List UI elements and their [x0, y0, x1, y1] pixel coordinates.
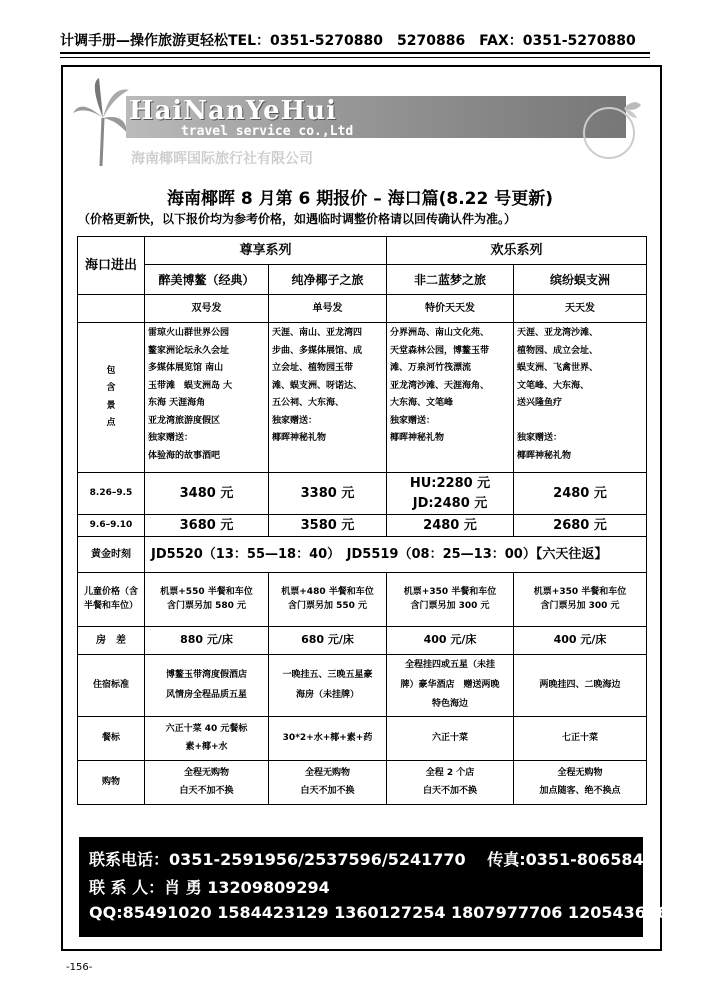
cell-line: 风情房全程品质五星: [165, 689, 247, 700]
company-name: 海南椰晖国际旅行社有限公司: [131, 151, 313, 167]
cell-line: 2480 元: [553, 485, 607, 501]
contact-phone: 联系电话：0351-2591956/2537596/5241770 传真:0351-8065849: [89, 850, 655, 869]
spot-line: 送兴隆鱼疗: [517, 398, 563, 409]
price-cell: [269, 515, 387, 537]
hotel-cell: [514, 655, 647, 717]
schedule-cell: 双号发: [145, 295, 269, 323]
product-row: [78, 265, 647, 295]
cell-line: 六正十菜: [432, 732, 469, 743]
butterfly-icon: [579, 93, 649, 163]
cell-line: 全程无购物: [305, 768, 351, 779]
hotel-label: 住宿标准: [78, 655, 145, 717]
spots-cell: [514, 323, 647, 473]
spot-line: 雷琼火山群世界公园: [148, 328, 230, 338]
child-price-cell: [145, 573, 269, 627]
child-label: 儿童价格（含半餐和车位）: [78, 573, 145, 627]
meal-row: [78, 717, 647, 761]
cell-line: 六正十菜 40 元餐标: [165, 724, 248, 735]
schedule-cell: 特价天天发: [387, 295, 514, 323]
room-cell: 400 元/床: [387, 627, 514, 655]
spot-line: 独家赠送：: [517, 433, 563, 444]
spot-line: 椰晖神秘礼物: [517, 450, 572, 461]
shopping-row: [78, 761, 647, 805]
cell-line: 全程 2 个店: [425, 768, 475, 779]
cell-line: 全程挂四或五星（未挂: [405, 659, 496, 670]
gold-label: 黄金时刻: [78, 537, 145, 573]
shop-label: 购物: [78, 761, 145, 805]
cell-line: JD:2480 元: [412, 495, 488, 511]
price-note: （价格更新快，以下报价均为参考价格，如遇临时调整价格请以回传确认件为准。）: [78, 212, 517, 226]
spot-line: 体验海的故事酒吧: [148, 450, 221, 461]
cell-line: HU:2280 元: [409, 476, 491, 491]
spot-line: 独家赠送：: [272, 415, 318, 426]
spot-line: 鳌家洲论坛永久会址: [148, 345, 230, 356]
cell-line: 全程无购物: [557, 768, 603, 779]
shop-cell: [145, 761, 269, 805]
cell-line: 3580 元: [300, 517, 355, 533]
spot-line: 滩、万泉河竹筏漂流: [390, 363, 472, 374]
cell-line: 含门票另加 580 元: [166, 600, 247, 611]
cell-line: 海房（未挂牌）: [296, 689, 360, 700]
meal-cell: [387, 717, 514, 761]
hotel-cell: [387, 655, 514, 717]
spots-row: [78, 323, 647, 473]
price-cell: [514, 473, 647, 515]
cell-line: 白天不加不换: [300, 785, 355, 796]
contact-person: 联 系 人：肖 勇 13209809294: [89, 878, 330, 897]
price-row: [78, 515, 647, 537]
contact-box: [79, 837, 680, 937]
schedule-cell: 天天发: [514, 295, 647, 323]
price-cell: [145, 473, 269, 515]
meal-cell: [514, 717, 647, 761]
spot-line: 独家赠送：: [148, 433, 194, 444]
product-name: 非二蓝梦之旅: [387, 265, 514, 295]
cell-line: 两晚挂四、二晚海边: [539, 679, 621, 690]
company-banner: [71, 78, 649, 173]
cell-line: 2480 元: [423, 517, 477, 533]
schedule-cell: 单号发: [269, 295, 387, 323]
price-cell: [145, 515, 269, 537]
meal-cell: [269, 717, 387, 761]
cell-line: 七正十菜: [562, 732, 599, 743]
cell-line: 3380 元: [300, 485, 355, 501]
date-range: 9.6–9.10: [78, 515, 145, 537]
header-rule-thin: [60, 57, 650, 58]
brand-logo: HaiNanYeHui: [129, 96, 337, 126]
palm-logo-icon: [71, 78, 131, 168]
child-price-row: [78, 573, 647, 627]
cell-line: 3480 元: [179, 485, 234, 501]
price-cell: [269, 473, 387, 515]
spot-line: 五公祠、大东海、: [272, 398, 345, 409]
room-label: 房 差: [78, 627, 145, 655]
spot-line: 天涯、南山、亚龙湾四: [272, 328, 363, 338]
series-row: [78, 237, 647, 265]
room-cell: 400 元/床: [514, 627, 647, 655]
series-header: 尊享系列: [145, 237, 387, 265]
series-header: 欢乐系列: [387, 237, 647, 265]
room-cell: 680 元/床: [269, 627, 387, 655]
cell-line: 含门票另加 300 元: [540, 600, 620, 611]
date-range: 8.26–9.5: [78, 473, 145, 515]
spot-line: 椰晖神秘礼物: [390, 433, 445, 444]
spot-line: 植物园、成立会址、: [517, 345, 599, 356]
spot-line: 亚龙湾沙滩、天涯海角、: [390, 380, 490, 391]
spots-cell: [269, 323, 387, 473]
cell-line: 2680 元: [553, 517, 607, 533]
spot-line: 天涯、亚龙湾沙滩、: [517, 328, 599, 338]
cell-line: 博鳌玉带湾度假酒店: [165, 669, 247, 680]
shop-cell: [269, 761, 387, 805]
spot-line: 分界洲岛、南山文化苑、: [390, 328, 490, 338]
shop-cell: [514, 761, 647, 805]
spots-label: [78, 323, 145, 473]
schedule-row: [78, 295, 647, 323]
page-title: 海南椰晖 8 月第 6 期报价 – 海口篇(8.22 号更新): [166, 189, 554, 209]
spot-line: 天堂森林公园，博鳌玉带: [390, 345, 490, 356]
cell-line: 加点随客、绝不换点: [539, 785, 621, 796]
cell-line: 含门票另加 550 元: [287, 600, 368, 611]
price-cell: [387, 473, 514, 515]
header-contact: TEL：0351-5270880 5270886 FAX：0351-5270880: [228, 33, 636, 49]
header-rule: [60, 52, 650, 54]
cell-line: 素+椰+水: [185, 741, 228, 752]
price-cell: [514, 515, 647, 537]
cell-line: 30*2+水+椰+素+药: [282, 732, 373, 743]
meal-label: 餐标: [78, 717, 145, 761]
gold-time-row: [78, 537, 647, 573]
spot-line: 亚龙湾旅游度假区: [148, 415, 221, 426]
cell-line: 特色海边: [432, 699, 469, 710]
brand-subtitle: travel service co.,Ltd: [181, 124, 354, 139]
spot-line: 蜈支洲、飞禽世界、: [517, 363, 599, 374]
spot-line: 玉带滩 蜈支洲岛 大: [148, 380, 233, 391]
product-name: 醉美博鳌（经典）: [145, 265, 269, 295]
spot-line: 多媒体展览馆 南山: [148, 363, 224, 374]
spot-line: [517, 413, 643, 431]
cell-line: 机票+480 半餐和车位: [281, 587, 374, 597]
cell-line: 机票+550 半餐和车位: [160, 587, 253, 597]
price-cell: [387, 515, 514, 537]
meal-cell: [145, 717, 269, 761]
spot-line: 大东海、文笔峰: [390, 398, 454, 409]
shop-cell: [387, 761, 514, 805]
spots-cell: [387, 323, 514, 473]
cell-line: 3680 元: [179, 517, 234, 533]
child-price-cell: [514, 573, 647, 627]
spot-line: 滩、蜈支洲、呀诺达、: [272, 380, 363, 391]
spot-line: 步曲、多媒体展馆、成: [272, 345, 363, 356]
cell-line: 含门票另加 300 元: [410, 600, 490, 611]
header-text: 计调手册—操作旅游更轻松: [60, 33, 228, 49]
room-cell: 880 元/床: [145, 627, 269, 655]
child-price-cell: [387, 573, 514, 627]
spots-label-text: 包含景点: [106, 366, 116, 428]
contact-qq: QQ:85491020 1584423129 1360127254 1807977706 1205436868: [89, 903, 680, 922]
corner-label: 海口进出: [78, 237, 145, 295]
page-number: -156-: [66, 962, 93, 973]
cell-line: 白天不加不换: [179, 785, 234, 796]
room-diff-row: [78, 627, 647, 655]
product-name: 纯净椰子之旅: [269, 265, 387, 295]
cell-line: 机票+350 半餐和车位: [403, 587, 497, 597]
hotel-row: [78, 655, 647, 717]
product-name: 缤纷蜈支洲: [514, 265, 647, 295]
price-row: [78, 473, 647, 515]
child-price-cell: [269, 573, 387, 627]
hotel-cell: [269, 655, 387, 717]
spot-line: 椰晖神秘礼物: [272, 433, 327, 444]
cell-line: 一晚挂五、三晚五星豪: [282, 669, 373, 680]
cell-line: 机票+350 半餐和车位: [533, 587, 627, 597]
cell-line: 全程无购物: [183, 768, 229, 779]
gold-value: JD5520（13：55—18：40） JD5519（08：25—13：00）【六天往返】: [145, 537, 647, 573]
spot-line: 文笔峰、大东海、: [517, 380, 590, 391]
cell-line: 牌）豪华酒店 赠送两晚: [400, 679, 500, 690]
spots-cell: [145, 323, 269, 473]
spot-line: 东海 天涯海角: [148, 398, 206, 409]
price-table: [77, 236, 647, 805]
cell-line: 白天不加不换: [423, 785, 478, 796]
spot-line: 独家赠送：: [390, 415, 436, 426]
spot-line: 立会址、植物园玉带: [272, 363, 354, 374]
empty-cell: [78, 295, 145, 323]
hotel-cell: [145, 655, 269, 717]
page-header: [60, 30, 650, 54]
